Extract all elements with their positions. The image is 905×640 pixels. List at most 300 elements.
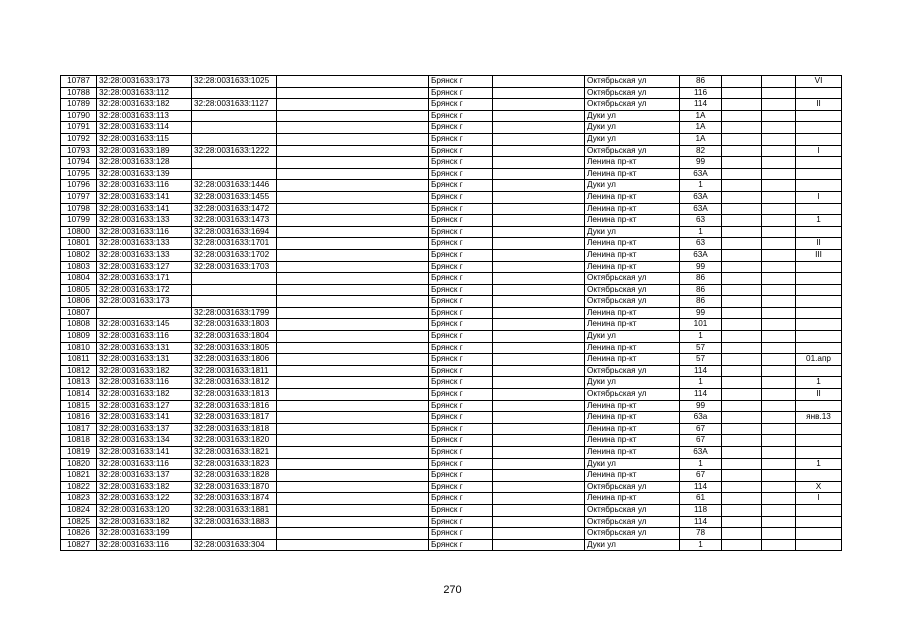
- cell-street: Ленина пр-кт: [585, 191, 680, 203]
- table-row: [61, 319, 842, 331]
- table-row: [61, 342, 842, 354]
- cell-street: Ленина пр-кт: [585, 307, 680, 319]
- cell-house-number: 63: [680, 215, 722, 227]
- cell-row-number: 10803: [61, 261, 97, 273]
- cell-city: Брянск г: [429, 481, 493, 493]
- cell-house-number: 114: [680, 389, 722, 401]
- cell-blank-col-a: [277, 249, 429, 261]
- cell-blank-col-a: [277, 342, 429, 354]
- cell-blank-col-a: [277, 110, 429, 122]
- cell-apartment: [796, 516, 842, 528]
- cell-city: Брянск г: [429, 226, 493, 238]
- cell-blank-col-b: [493, 261, 585, 273]
- cell-city: Брянск г: [429, 389, 493, 401]
- cell-house-number: 1: [680, 331, 722, 343]
- cell-street: Октябрьская ул: [585, 389, 680, 401]
- cell-house-number: 63А: [680, 168, 722, 180]
- cell-row-number: 10827: [61, 539, 97, 551]
- cell-object-number: 32:28:0031633:1816: [192, 400, 277, 412]
- cell-apartment: I: [796, 191, 842, 203]
- cell-city: Брянск г: [429, 238, 493, 250]
- cell-blank-col-c: [722, 87, 762, 99]
- cell-blank-col-a: [277, 226, 429, 238]
- cell-blank-col-d: [762, 87, 796, 99]
- cell-house-number: 63А: [680, 203, 722, 215]
- cell-blank-col-d: [762, 133, 796, 145]
- cell-blank-col-c: [722, 191, 762, 203]
- cell-cadastral-number: 32:28:0031633:127: [97, 261, 192, 273]
- cell-apartment: [796, 273, 842, 285]
- cell-blank-col-a: [277, 307, 429, 319]
- cell-blank-col-d: [762, 284, 796, 296]
- cell-city: Брянск г: [429, 157, 493, 169]
- cell-blank-col-d: [762, 539, 796, 551]
- cell-street: Октябрьская ул: [585, 76, 680, 88]
- cell-house-number: 57: [680, 342, 722, 354]
- cell-row-number: 10804: [61, 273, 97, 285]
- cell-row-number: 10790: [61, 110, 97, 122]
- cell-blank-col-b: [493, 215, 585, 227]
- cell-city: Брянск г: [429, 87, 493, 99]
- cell-object-number: 32:28:0031633:1222: [192, 145, 277, 157]
- cell-row-number: 10788: [61, 87, 97, 99]
- cell-blank-col-c: [722, 435, 762, 447]
- cell-blank-col-b: [493, 168, 585, 180]
- cell-city: Брянск г: [429, 447, 493, 459]
- cell-row-number: 10789: [61, 99, 97, 111]
- cell-object-number: 32:28:0031633:1817: [192, 412, 277, 424]
- cell-cadastral-number: 32:28:0031633:141: [97, 203, 192, 215]
- cell-row-number: 10794: [61, 157, 97, 169]
- cell-object-number: 32:28:0031633:1804: [192, 331, 277, 343]
- cell-street: Ленина пр-кт: [585, 249, 680, 261]
- cell-apartment: [796, 528, 842, 540]
- cell-blank-col-b: [493, 377, 585, 389]
- cell-row-number: 10799: [61, 215, 97, 227]
- cell-house-number: 63а: [680, 412, 722, 424]
- cell-apartment: I: [796, 493, 842, 505]
- cell-blank-col-d: [762, 238, 796, 250]
- cell-street: Октябрьская ул: [585, 516, 680, 528]
- cell-blank-col-a: [277, 87, 429, 99]
- cell-street: Октябрьская ул: [585, 273, 680, 285]
- cell-blank-col-b: [493, 342, 585, 354]
- cell-blank-col-c: [722, 203, 762, 215]
- cell-apartment: 1: [796, 215, 842, 227]
- cell-apartment: [796, 133, 842, 145]
- cell-blank-col-b: [493, 319, 585, 331]
- cell-object-number: 32:28:0031633:1828: [192, 470, 277, 482]
- cell-blank-col-b: [493, 331, 585, 343]
- cell-street: Дуки ул: [585, 110, 680, 122]
- cell-cadastral-number: 32:28:0031633:116: [97, 377, 192, 389]
- table-row: [61, 331, 842, 343]
- cell-blank-col-c: [722, 458, 762, 470]
- cell-row-number: 10813: [61, 377, 97, 389]
- table-row: [61, 458, 842, 470]
- cell-cadastral-number: 32:28:0031633:182: [97, 481, 192, 493]
- cell-house-number: 1: [680, 458, 722, 470]
- cell-row-number: 10801: [61, 238, 97, 250]
- cell-blank-col-d: [762, 481, 796, 493]
- cell-street: Ленина пр-кт: [585, 412, 680, 424]
- cell-blank-col-b: [493, 470, 585, 482]
- cell-blank-col-c: [722, 423, 762, 435]
- cell-cadastral-number: 32:28:0031633:173: [97, 76, 192, 88]
- cell-object-number: [192, 296, 277, 308]
- cell-street: Дуки ул: [585, 458, 680, 470]
- cell-cadastral-number: 32:28:0031633:122: [97, 493, 192, 505]
- cell-cadastral-number: 32:28:0031633:112: [97, 87, 192, 99]
- cell-house-number: 114: [680, 481, 722, 493]
- cell-object-number: 32:28:0031633:1446: [192, 180, 277, 192]
- cell-apartment: [796, 203, 842, 215]
- cell-blank-col-c: [722, 504, 762, 516]
- cell-object-number: 32:28:0031633:1694: [192, 226, 277, 238]
- cell-city: Брянск г: [429, 145, 493, 157]
- cell-blank-col-d: [762, 319, 796, 331]
- cell-object-number: [192, 273, 277, 285]
- cell-apartment: [796, 539, 842, 551]
- cell-blank-col-a: [277, 284, 429, 296]
- cell-row-number: 10822: [61, 481, 97, 493]
- cell-street: Ленина пр-кт: [585, 400, 680, 412]
- cell-row-number: 10818: [61, 435, 97, 447]
- table-row: [61, 307, 842, 319]
- cell-city: Брянск г: [429, 435, 493, 447]
- cell-street: Ленина пр-кт: [585, 238, 680, 250]
- cell-house-number: 1: [680, 226, 722, 238]
- cell-row-number: 10811: [61, 354, 97, 366]
- cell-apartment: I: [796, 145, 842, 157]
- cell-blank-col-d: [762, 365, 796, 377]
- cell-cadastral-number: 32:28:0031633:116: [97, 331, 192, 343]
- cell-city: Брянск г: [429, 249, 493, 261]
- cell-blank-col-d: [762, 516, 796, 528]
- cell-blank-col-c: [722, 180, 762, 192]
- cell-blank-col-b: [493, 145, 585, 157]
- cell-blank-col-b: [493, 504, 585, 516]
- cell-blank-col-a: [277, 423, 429, 435]
- cell-blank-col-d: [762, 226, 796, 238]
- cell-blank-col-d: [762, 296, 796, 308]
- cell-blank-col-d: [762, 377, 796, 389]
- cell-row-number: 10787: [61, 76, 97, 88]
- table-row: [61, 249, 842, 261]
- cell-blank-col-c: [722, 342, 762, 354]
- cell-blank-col-b: [493, 458, 585, 470]
- cell-house-number: 99: [680, 400, 722, 412]
- cell-object-number: 32:28:0031633:1881: [192, 504, 277, 516]
- cell-blank-col-a: [277, 516, 429, 528]
- cell-blank-col-c: [722, 296, 762, 308]
- table-row: [61, 203, 842, 215]
- page-number: 270: [443, 584, 462, 596]
- cell-blank-col-d: [762, 470, 796, 482]
- cell-blank-col-d: [762, 423, 796, 435]
- cell-cadastral-number: 32:28:0031633:116: [97, 458, 192, 470]
- cell-blank-col-d: [762, 400, 796, 412]
- table-row: [61, 539, 842, 551]
- table-row: [61, 400, 842, 412]
- table-row: [61, 447, 842, 459]
- cell-cadastral-number: 32:28:0031633:189: [97, 145, 192, 157]
- cell-street: Дуки ул: [585, 180, 680, 192]
- cell-city: Брянск г: [429, 493, 493, 505]
- cell-house-number: 99: [680, 261, 722, 273]
- cell-street: Октябрьская ул: [585, 145, 680, 157]
- cell-apartment: 01.апр: [796, 354, 842, 366]
- cell-blank-col-a: [277, 435, 429, 447]
- cell-blank-col-b: [493, 307, 585, 319]
- cell-blank-col-d: [762, 354, 796, 366]
- cell-cadastral-number: 32:28:0031633:141: [97, 447, 192, 459]
- cell-row-number: 10820: [61, 458, 97, 470]
- cell-apartment: [796, 400, 842, 412]
- cell-house-number: 78: [680, 528, 722, 540]
- cell-blank-col-d: [762, 215, 796, 227]
- cell-blank-col-d: [762, 331, 796, 343]
- cell-blank-col-b: [493, 226, 585, 238]
- cell-cadastral-number: 32:28:0031633:131: [97, 342, 192, 354]
- cell-row-number: 10826: [61, 528, 97, 540]
- cell-house-number: 86: [680, 76, 722, 88]
- cell-blank-col-a: [277, 400, 429, 412]
- cell-row-number: 10814: [61, 389, 97, 401]
- cell-blank-col-a: [277, 493, 429, 505]
- cell-city: Брянск г: [429, 354, 493, 366]
- cell-cadastral-number: 32:28:0031633:128: [97, 157, 192, 169]
- cell-cadastral-number: 32:28:0031633:134: [97, 435, 192, 447]
- cell-blank-col-a: [277, 539, 429, 551]
- table-row: [61, 273, 842, 285]
- cell-object-number: 32:28:0031633:1703: [192, 261, 277, 273]
- cell-blank-col-d: [762, 99, 796, 111]
- cell-blank-col-b: [493, 481, 585, 493]
- cell-cadastral-number: 32:28:0031633:133: [97, 215, 192, 227]
- cell-blank-col-c: [722, 365, 762, 377]
- cell-street: Дуки ул: [585, 331, 680, 343]
- cell-blank-col-a: [277, 273, 429, 285]
- table-row: [61, 145, 842, 157]
- cell-street: Ленина пр-кт: [585, 203, 680, 215]
- cell-object-number: 32:28:0031633:1883: [192, 516, 277, 528]
- cell-object-number: 32:28:0031633:1870: [192, 481, 277, 493]
- cell-city: Брянск г: [429, 319, 493, 331]
- cell-blank-col-c: [722, 168, 762, 180]
- cell-city: Брянск г: [429, 180, 493, 192]
- cell-city: Брянск г: [429, 122, 493, 134]
- cell-blank-col-c: [722, 412, 762, 424]
- cell-blank-col-a: [277, 99, 429, 111]
- cell-row-number: 10816: [61, 412, 97, 424]
- cell-house-number: 118: [680, 504, 722, 516]
- cell-cadastral-number: 32:28:0031633:137: [97, 423, 192, 435]
- cell-apartment: [796, 87, 842, 99]
- cell-house-number: 63А: [680, 447, 722, 459]
- cell-blank-col-c: [722, 389, 762, 401]
- cell-blank-col-a: [277, 470, 429, 482]
- cell-cadastral-number: 32:28:0031633:199: [97, 528, 192, 540]
- cell-row-number: 10798: [61, 203, 97, 215]
- cell-object-number: [192, 110, 277, 122]
- table-row: [61, 528, 842, 540]
- cell-blank-col-b: [493, 528, 585, 540]
- cell-object-number: 32:28:0031633:1799: [192, 307, 277, 319]
- cell-blank-col-a: [277, 447, 429, 459]
- cell-object-number: 32:28:0031633:1805: [192, 342, 277, 354]
- cell-blank-col-d: [762, 122, 796, 134]
- cell-city: Брянск г: [429, 504, 493, 516]
- table-row: [61, 435, 842, 447]
- cell-street: Ленина пр-кт: [585, 447, 680, 459]
- cell-blank-col-c: [722, 133, 762, 145]
- cell-blank-col-b: [493, 191, 585, 203]
- cell-city: Брянск г: [429, 307, 493, 319]
- cell-street: Ленина пр-кт: [585, 157, 680, 169]
- cell-blank-col-c: [722, 215, 762, 227]
- cell-apartment: [796, 122, 842, 134]
- table-body: [61, 76, 842, 551]
- cell-city: Брянск г: [429, 423, 493, 435]
- cell-object-number: 32:28:0031633:1455: [192, 191, 277, 203]
- cell-house-number: 1: [680, 377, 722, 389]
- cell-street: Ленина пр-кт: [585, 261, 680, 273]
- cell-blank-col-d: [762, 435, 796, 447]
- cell-blank-col-a: [277, 377, 429, 389]
- cell-row-number: 10823: [61, 493, 97, 505]
- cell-blank-col-d: [762, 389, 796, 401]
- cell-street: Октябрьская ул: [585, 87, 680, 99]
- cell-blank-col-a: [277, 76, 429, 88]
- cell-apartment: [796, 342, 842, 354]
- cell-blank-col-c: [722, 528, 762, 540]
- cell-blank-col-b: [493, 273, 585, 285]
- cell-city: Брянск г: [429, 412, 493, 424]
- cell-blank-col-a: [277, 319, 429, 331]
- cell-blank-col-d: [762, 458, 796, 470]
- cell-city: Брянск г: [429, 331, 493, 343]
- cell-apartment: II: [796, 99, 842, 111]
- cell-cadastral-number: 32:28:0031633:141: [97, 191, 192, 203]
- cell-object-number: [192, 133, 277, 145]
- table-row: [61, 157, 842, 169]
- cell-house-number: 86: [680, 296, 722, 308]
- table-row: [61, 365, 842, 377]
- cell-object-number: 32:28:0031633:1803: [192, 319, 277, 331]
- cell-object-number: [192, 284, 277, 296]
- cell-blank-col-b: [493, 296, 585, 308]
- cell-row-number: 10817: [61, 423, 97, 435]
- cell-blank-col-d: [762, 261, 796, 273]
- table-row: [61, 191, 842, 203]
- cell-house-number: 1: [680, 539, 722, 551]
- cell-blank-col-d: [762, 342, 796, 354]
- cell-blank-col-b: [493, 516, 585, 528]
- cell-street: Ленина пр-кт: [585, 168, 680, 180]
- cell-apartment: [796, 284, 842, 296]
- cell-row-number: 10819: [61, 447, 97, 459]
- table-row: [61, 133, 842, 145]
- cell-house-number: 86: [680, 284, 722, 296]
- cell-blank-col-c: [722, 319, 762, 331]
- table-row: [61, 296, 842, 308]
- table-row: [61, 481, 842, 493]
- table-row: [61, 412, 842, 424]
- cell-blank-col-d: [762, 447, 796, 459]
- cell-blank-col-a: [277, 528, 429, 540]
- cell-house-number: 1: [680, 180, 722, 192]
- cell-row-number: 10821: [61, 470, 97, 482]
- cell-blank-col-b: [493, 122, 585, 134]
- cell-blank-col-c: [722, 516, 762, 528]
- cell-row-number: 10795: [61, 168, 97, 180]
- cell-blank-col-b: [493, 447, 585, 459]
- cell-blank-col-d: [762, 528, 796, 540]
- cell-blank-col-b: [493, 76, 585, 88]
- cell-blank-col-c: [722, 481, 762, 493]
- table-row: [61, 377, 842, 389]
- cell-street: Ленина пр-кт: [585, 435, 680, 447]
- cell-city: Брянск г: [429, 458, 493, 470]
- cell-street: Ленина пр-кт: [585, 493, 680, 505]
- table-row: [61, 76, 842, 88]
- cell-blank-col-b: [493, 400, 585, 412]
- cell-object-number: 32:28:0031633:1821: [192, 447, 277, 459]
- cell-apartment: 1: [796, 377, 842, 389]
- cell-house-number: 99: [680, 157, 722, 169]
- cell-blank-col-d: [762, 157, 796, 169]
- cell-blank-col-a: [277, 481, 429, 493]
- cell-cadastral-number: 32:28:0031633:182: [97, 516, 192, 528]
- cell-blank-col-d: [762, 493, 796, 505]
- cell-row-number: 10802: [61, 249, 97, 261]
- cell-house-number: 67: [680, 423, 722, 435]
- cell-blank-col-b: [493, 539, 585, 551]
- cell-blank-col-a: [277, 365, 429, 377]
- cell-blank-col-a: [277, 261, 429, 273]
- table-row: [61, 238, 842, 250]
- cell-city: Брянск г: [429, 528, 493, 540]
- cell-blank-col-c: [722, 226, 762, 238]
- cell-blank-col-b: [493, 284, 585, 296]
- cell-blank-col-c: [722, 331, 762, 343]
- cell-street: Ленина пр-кт: [585, 354, 680, 366]
- table-row: [61, 215, 842, 227]
- table-row: [61, 122, 842, 134]
- cell-object-number: 32:28:0031633:1473: [192, 215, 277, 227]
- cell-cadastral-number: 32:28:0031633:114: [97, 122, 192, 134]
- cell-object-number: 32:28:0031633:1806: [192, 354, 277, 366]
- cell-apartment: [796, 180, 842, 192]
- table-row: [61, 110, 842, 122]
- cell-cadastral-number: 32:28:0031633:131: [97, 354, 192, 366]
- cell-apartment: X: [796, 481, 842, 493]
- cell-row-number: 10825: [61, 516, 97, 528]
- cell-blank-col-b: [493, 87, 585, 99]
- cell-apartment: [796, 423, 842, 435]
- cell-blank-col-b: [493, 99, 585, 111]
- cell-city: Брянск г: [429, 76, 493, 88]
- cell-apartment: [796, 470, 842, 482]
- cell-blank-col-c: [722, 76, 762, 88]
- cell-street: Ленина пр-кт: [585, 342, 680, 354]
- cell-street: Ленина пр-кт: [585, 215, 680, 227]
- cell-house-number: 1А: [680, 133, 722, 145]
- cell-object-number: [192, 528, 277, 540]
- cell-city: Брянск г: [429, 516, 493, 528]
- cell-apartment: 1: [796, 458, 842, 470]
